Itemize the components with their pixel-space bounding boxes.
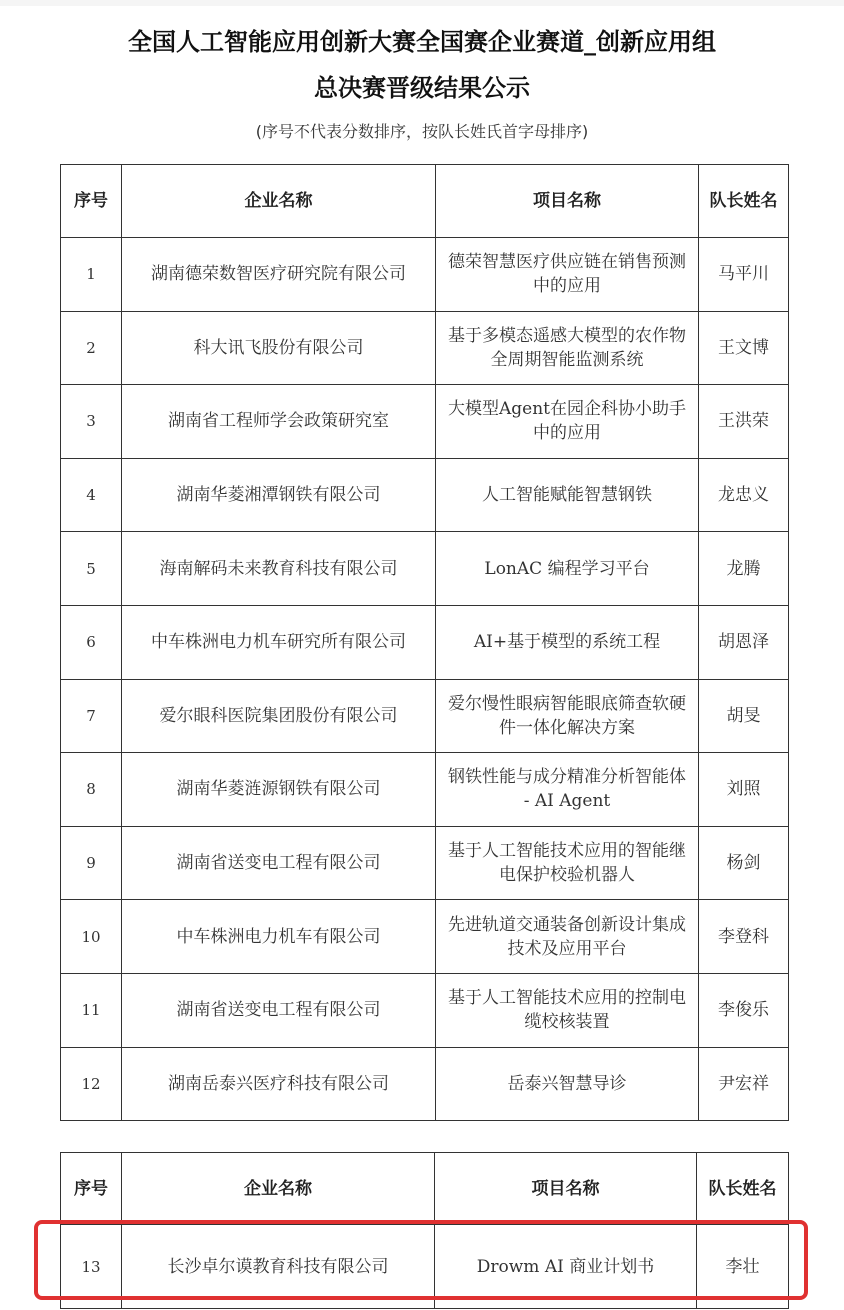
table-row bbox=[61, 458, 789, 532]
cell-project: Drowm AI 商业计划书 bbox=[435, 1225, 697, 1309]
document-title-line2: 总决赛晋级结果公示 bbox=[314, 74, 530, 102]
table-row bbox=[61, 826, 789, 900]
cell-leader: 马平川 bbox=[699, 238, 789, 312]
table-row bbox=[61, 532, 789, 606]
cell-leader: 龙忠义 bbox=[699, 458, 789, 532]
document-subtitle: (序号不代表分数排序，按队长姓氏首字母排序) bbox=[255, 122, 589, 141]
header-index: 序号 bbox=[61, 165, 122, 238]
cell-leader: 胡旻 bbox=[699, 679, 789, 753]
header-leader: 队长姓名 bbox=[697, 1153, 789, 1225]
cell-leader: 杨剑 bbox=[699, 826, 789, 900]
table-row bbox=[61, 753, 789, 827]
top-strip bbox=[0, 0, 844, 6]
cell-company: 中车株洲电力机车研究所有限公司 bbox=[122, 605, 436, 679]
cell-leader: 王洪荣 bbox=[699, 385, 789, 459]
header-project: 项目名称 bbox=[436, 165, 699, 238]
cell-project: 岳泰兴智慧导诊 bbox=[436, 1047, 699, 1121]
header-project: 项目名称 bbox=[435, 1153, 697, 1225]
cell-index: 10 bbox=[61, 900, 122, 974]
table-row bbox=[61, 385, 789, 459]
cell-project: 基于人工智能技术应用的控制电缆校核装置 bbox=[436, 973, 699, 1047]
table-row bbox=[61, 900, 789, 974]
cell-leader: 胡恩泽 bbox=[699, 605, 789, 679]
cell-index: 7 bbox=[61, 679, 122, 753]
cell-index: 6 bbox=[61, 605, 122, 679]
cell-index: 8 bbox=[61, 753, 122, 827]
table-row bbox=[61, 238, 789, 312]
cell-project: 先进轨道交通装备创新设计集成技术及应用平台 bbox=[436, 900, 699, 974]
cell-leader: 李俊乐 bbox=[699, 973, 789, 1047]
cell-index: 1 bbox=[61, 238, 122, 312]
cell-project: 德荣智慧医疗供应链在销售预测中的应用 bbox=[436, 238, 699, 312]
cell-company: 湖南省送变电工程有限公司 bbox=[122, 826, 436, 900]
cell-index: 5 bbox=[61, 532, 122, 606]
cell-project: 人工智能赋能智慧钢铁 bbox=[436, 458, 699, 532]
table-row bbox=[61, 605, 789, 679]
cell-index: 9 bbox=[61, 826, 122, 900]
cell-company: 湖南省工程师学会政策研究室 bbox=[122, 385, 436, 459]
table-body bbox=[61, 238, 789, 1121]
header-company: 企业名称 bbox=[122, 1153, 435, 1225]
cell-company: 长沙卓尔谟教育科技有限公司 bbox=[122, 1225, 435, 1309]
header-leader: 队长姓名 bbox=[699, 165, 789, 238]
cell-index: 13 bbox=[61, 1225, 122, 1309]
highlight-box bbox=[34, 1220, 808, 1300]
cell-leader: 龙腾 bbox=[699, 532, 789, 606]
cell-index: 11 bbox=[61, 973, 122, 1047]
cell-project: 基于多模态遥感大模型的农作物全周期智能监测系统 bbox=[436, 311, 699, 385]
table-row bbox=[61, 311, 789, 385]
cell-leader: 李壮 bbox=[697, 1225, 789, 1309]
cell-project: 大模型Agent在园企科协小助手中的应用 bbox=[436, 385, 699, 459]
cell-project: 钢铁性能与成分精准分析智能体 - AI Agent bbox=[436, 753, 699, 827]
cell-company: 科大讯飞股份有限公司 bbox=[122, 311, 436, 385]
cell-company: 湖南岳泰兴医疗科技有限公司 bbox=[122, 1047, 436, 1121]
cell-project: 爱尔慢性眼病智能眼底筛查软硬件一体化解决方案 bbox=[436, 679, 699, 753]
table-header-row bbox=[61, 1153, 789, 1225]
cell-company: 爱尔眼科医院集团股份有限公司 bbox=[122, 679, 436, 753]
cell-company: 湖南德荣数智医疗研究院有限公司 bbox=[122, 238, 436, 312]
header-company: 企业名称 bbox=[122, 165, 436, 238]
table-row bbox=[61, 1047, 789, 1121]
cell-project: LonAC 编程学习平台 bbox=[436, 532, 699, 606]
table-row bbox=[61, 973, 789, 1047]
header-index: 序号 bbox=[61, 1153, 122, 1225]
cell-project: 基于人工智能技术应用的智能继电保护校验机器人 bbox=[436, 826, 699, 900]
results-table bbox=[60, 164, 789, 1121]
cell-company: 湖南华菱湘潭钢铁有限公司 bbox=[122, 458, 436, 532]
cell-leader: 尹宏祥 bbox=[699, 1047, 789, 1121]
table-row bbox=[61, 679, 789, 753]
cell-company: 中车株洲电力机车有限公司 bbox=[122, 900, 436, 974]
cell-project: AI+基于模型的系统工程 bbox=[436, 605, 699, 679]
cell-leader: 李登科 bbox=[699, 900, 789, 974]
cell-index: 4 bbox=[61, 458, 122, 532]
cell-company: 海南解码未来教育科技有限公司 bbox=[122, 532, 436, 606]
cell-leader: 刘照 bbox=[699, 753, 789, 827]
cell-leader: 王文博 bbox=[699, 311, 789, 385]
cell-index: 3 bbox=[61, 385, 122, 459]
document-title-line1: 全国人工智能应用创新大赛全国赛企业赛道_创新应用组 bbox=[128, 28, 716, 56]
cell-company: 湖南省送变电工程有限公司 bbox=[122, 973, 436, 1047]
cell-index: 12 bbox=[61, 1047, 122, 1121]
cell-company: 湖南华菱涟源钢铁有限公司 bbox=[122, 753, 436, 827]
table-header-row bbox=[61, 165, 789, 238]
cell-index: 2 bbox=[61, 311, 122, 385]
